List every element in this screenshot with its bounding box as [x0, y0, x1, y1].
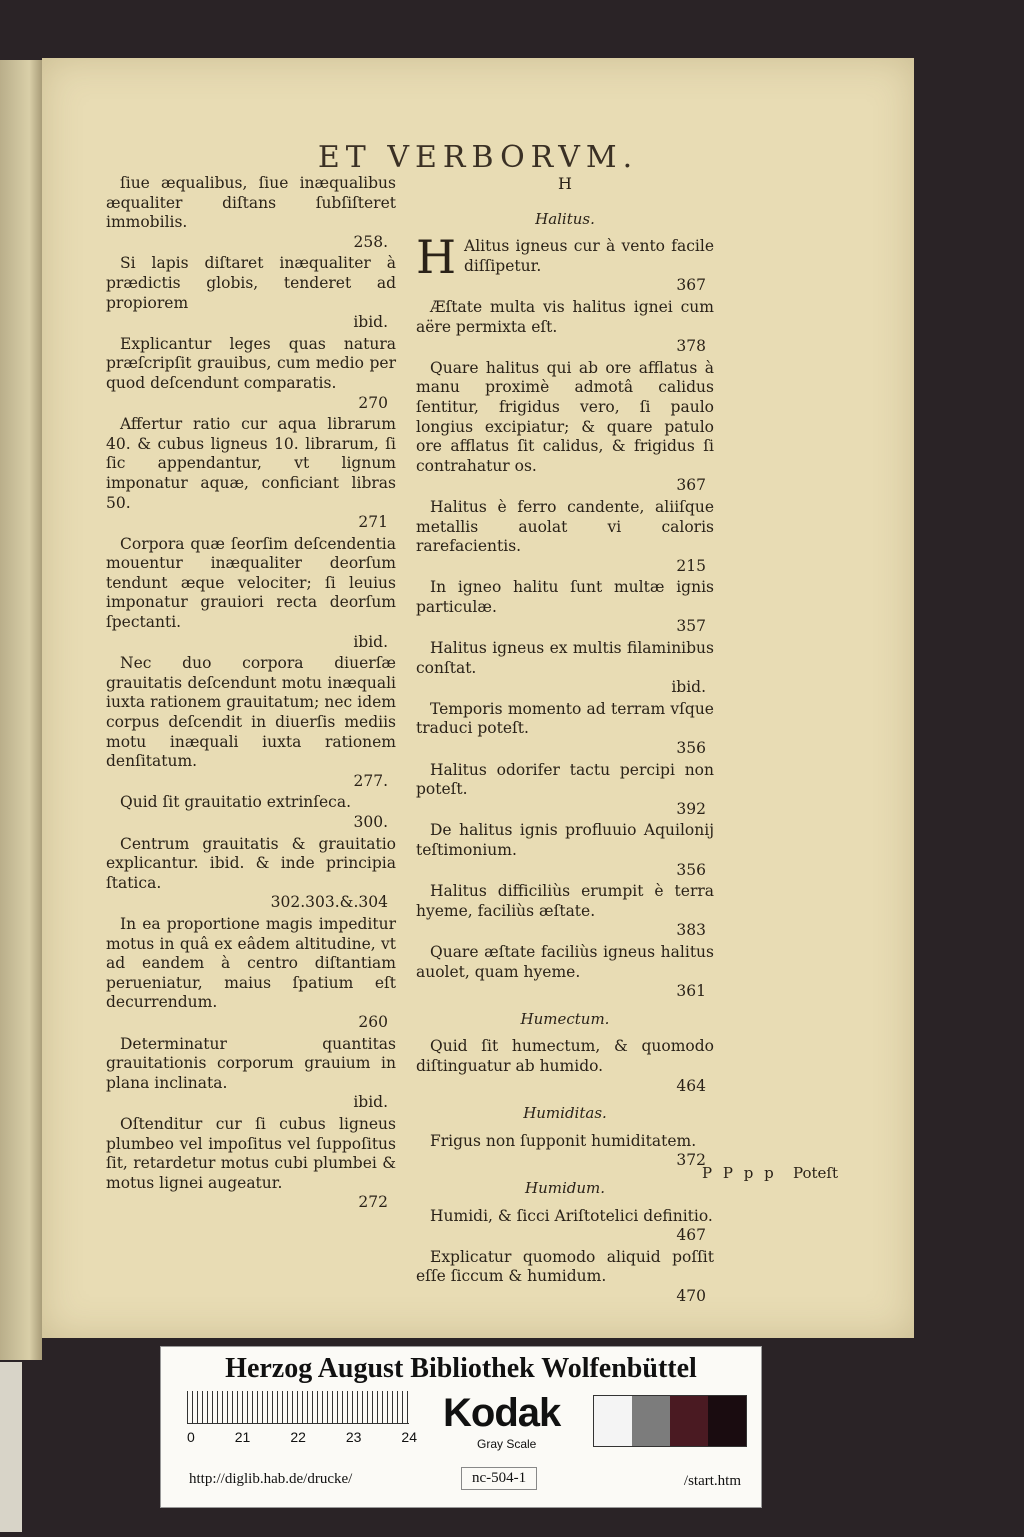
page-reference: 383 — [676, 921, 706, 940]
index-entry — [416, 1207, 714, 1246]
gray-patch — [632, 1396, 670, 1446]
catchword: Poteſt — [793, 1164, 838, 1182]
adjacent-page-tab — [0, 1362, 22, 1532]
page-reference: 361 — [676, 982, 706, 1001]
humidum-entries — [416, 1207, 714, 1307]
page-reference: 367 — [676, 276, 706, 295]
entry-text: Oſtenditur cur ſi cubus ligneus plumbeo vel impoſitus vel ſuppoſitus ſit, retardetur motus cubi plumbei & motus lignei augeatur. — [106, 1114, 396, 1192]
index-entry — [106, 835, 396, 913]
halitus-entries — [416, 298, 714, 1002]
gray-patch — [708, 1396, 746, 1446]
url-suffix: /start.htm — [683, 1473, 741, 1489]
entry-text: Halitus è ferro candente, aliiſque metallis auolat vi caloris rarefacientis. — [416, 497, 714, 556]
page-reference: ibid. — [353, 632, 388, 651]
shelfmark: nc-504-1 — [461, 1467, 537, 1490]
page-reference: 300. — [353, 813, 388, 831]
page-reference: 372 — [676, 1151, 706, 1170]
index-entry — [416, 700, 714, 759]
entry-text: In ea proportione magis impeditur motus in quâ ex eâdem altitudine, vt ad eandem à centro diſtantiam perueniatur, maius ſpatium eſt decurrendum. — [106, 914, 396, 1012]
url-base: http://diglib.hab.de/drucke/ — [189, 1471, 353, 1487]
grayscale-patches — [593, 1395, 747, 1447]
entry-text: Frigus non ſupponit humiditatem. — [430, 1131, 697, 1150]
right-column — [416, 174, 714, 1308]
heading-humiditas: Humiditas. — [523, 1104, 607, 1123]
entry-text: Humidi, & ſicci Ariſtotelici definitio. — [430, 1206, 713, 1225]
page-reference: 367 — [676, 476, 706, 495]
entry-text: Si lapis diſtaret inæqualiter à prædictis globis, tenderet ad propiorem — [106, 254, 396, 312]
index-entry — [416, 639, 714, 698]
index-entry — [416, 1037, 714, 1096]
grayscale-label: Gray Scale — [477, 1437, 537, 1451]
signature-mark: P P p p — [702, 1164, 777, 1182]
index-entry — [416, 230, 714, 296]
entry-text: Quid ſit grauitatio extrinſeca. — [120, 793, 352, 812]
entry-text: Quid ſit humectum, & quomodo diſtinguatur ab humido. — [416, 1037, 714, 1075]
gray-patch — [594, 1396, 632, 1446]
page-reference: 378 — [676, 337, 706, 356]
entry-text: Æſtate multa vis halitus ignei cum aëre permixta eſt. — [416, 297, 714, 336]
entry-text: Halitus odorifer tactu percipi non poteſt. — [416, 760, 714, 799]
ruler-numbers — [187, 1429, 417, 1445]
entry-text: Corpora quæ ſeorſim deſcendentia mouentur inæqualiter deorſum tendunt æque velociter; ſi leuius imponatur grauiori recta deorſum ſpectanti. — [106, 534, 396, 632]
index-entry — [416, 578, 714, 637]
entry-text: Explicantur leges quas natura præſcripſit grauibus, cum medio per quod deſcendunt comparatis. — [106, 334, 396, 392]
entry-text: Affertur ratio cur aqua librarum 40. & cubus ligneus 10. librarum, ſi ſic appendantur, vt lignum imponatur aquæ, conficiant libras 50. — [106, 415, 396, 512]
library-name: Herzog August Bibliothek Wolfenbüttel — [225, 1353, 697, 1384]
book-page — [42, 58, 914, 1338]
entry-text: Determinatur quantitas grauitationis corporum grauium in plana inclinata. — [106, 1034, 396, 1092]
index-entry — [106, 915, 396, 1033]
brand-logo: Kodak — [443, 1391, 561, 1435]
entry-text: Quare halitus qui ab ore afflatus à manu proximè admotâ calidus ſentitur, frigidus vero, ſi paulo longius excipiatur; & quare patulo ore afflatus ſit calidus, & frigidus ſi contrahatur os. — [416, 358, 714, 475]
entry-text: Nec duo corpora diuerſæ grauitatis deſcendunt motu inæquali iuxta rationem grauitatum; nec idem corpus deſcendit in diuerſis mediis motu inæquali iuxta rationem denſitatum. — [106, 654, 396, 771]
page-reference: ibid. — [353, 1093, 388, 1112]
index-entry — [106, 535, 396, 653]
page-reference: 271 — [358, 513, 388, 532]
entry-text: In igneo halitu ſunt multæ ignis particulæ. — [416, 578, 714, 616]
running-head: ET VERBORVM. — [317, 140, 639, 175]
index-entry — [416, 498, 714, 576]
index-entry — [106, 1115, 396, 1213]
heading-halitus: Halitus. — [535, 209, 595, 228]
index-entry — [106, 793, 396, 832]
left-column — [106, 174, 396, 1215]
entry-text: Halitus difficiliùs erumpit è terra hyeme, faciliùs æſtate. — [416, 882, 714, 920]
ruler-number: 22 — [290, 1429, 306, 1445]
page-reference: 356 — [676, 739, 706, 758]
page-reference: 277. — [353, 771, 388, 790]
scale-ruler — [187, 1391, 409, 1424]
ruler-number: 21 — [234, 1429, 251, 1445]
index-entry — [416, 821, 714, 880]
humectum-entries — [416, 1037, 714, 1096]
page-reference: 357 — [676, 617, 706, 636]
color-target-card — [160, 1346, 762, 1508]
entry-text: Quare æſtate faciliùs igneus halitus auolet, quam hyeme. — [416, 942, 714, 981]
index-entry — [106, 254, 396, 332]
index-entry — [416, 1248, 714, 1307]
index-entry — [106, 174, 396, 252]
page-reference: ibid. — [671, 678, 706, 697]
index-entry — [416, 298, 714, 357]
page-reference: 260 — [358, 1012, 388, 1031]
page-reference: 272 — [358, 1193, 388, 1212]
entry-text: Temporis momento ad terram vſque traduci poteſt. — [416, 699, 714, 738]
entry-text: De halitus ignis profluuio Aquilonij teſtimonium. — [416, 821, 714, 859]
heading-humidum: Humidum. — [524, 1178, 606, 1197]
index-entry — [416, 943, 714, 1002]
section-letter: H — [558, 174, 572, 193]
gray-patch — [670, 1396, 708, 1446]
index-entry — [106, 654, 396, 791]
drop-cap: H — [416, 230, 457, 285]
entry-text: Centrum grauitatis & grauitatio explicantur. ibid. & inde principia ſtatica. — [106, 834, 396, 892]
entry-text: ſiue æqualibus, ſiue inæqualibus æqualiter diſtans ſubſiſteret immobilis. — [106, 174, 396, 232]
page-reference: 258. — [353, 232, 388, 251]
index-entry — [106, 1035, 396, 1113]
page-reference: ibid. — [353, 313, 388, 332]
page-reference: 467 — [676, 1226, 706, 1245]
page-reference: 215 — [676, 556, 706, 575]
ruler-number: 0 — [187, 1429, 195, 1445]
page-reference: 470 — [676, 1286, 706, 1305]
ruler-number: 24 — [401, 1429, 417, 1445]
page-reference: 464 — [676, 1076, 706, 1095]
entry-text: Alitus igneus cur à vento facile diſſipetur. — [464, 237, 714, 275]
page-reference: 302.303.&.304 — [270, 893, 388, 912]
page-reference: 392 — [676, 799, 706, 818]
index-entry — [106, 415, 396, 533]
page-reference: 356 — [676, 860, 706, 879]
adjacent-page-edge — [0, 60, 42, 1360]
entry-text: Halitus igneus ex multis filaminibus conſtat. — [416, 639, 714, 677]
ruler-number: 23 — [345, 1429, 362, 1445]
entry-text: Explicatur quomodo aliquid poſſit eſſe ſiccum & humidum. — [416, 1247, 714, 1286]
page-reference: 270 — [358, 393, 388, 412]
heading-humectum: Humectum. — [520, 1009, 610, 1028]
index-entry — [416, 359, 714, 496]
page-footer — [582, 1164, 882, 1182]
index-entry — [106, 335, 396, 413]
index-entry — [416, 761, 714, 820]
index-entry — [416, 882, 714, 941]
